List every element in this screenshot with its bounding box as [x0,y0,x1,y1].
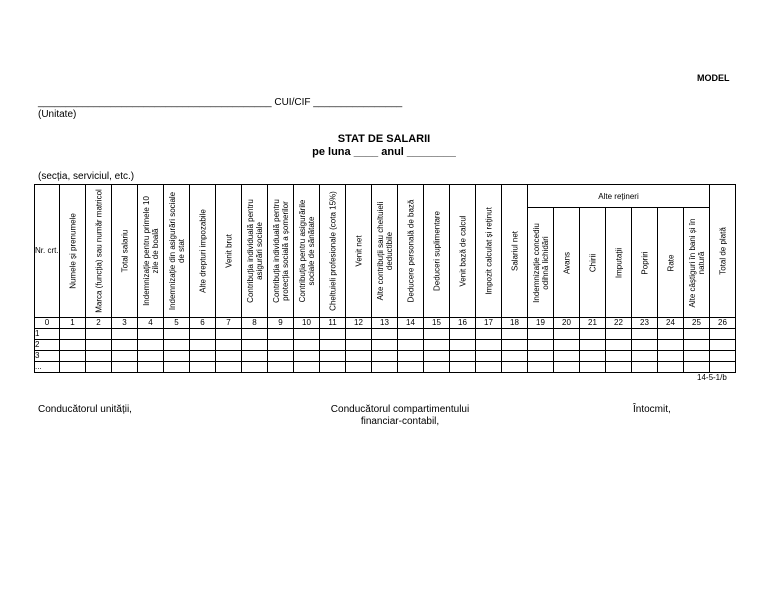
table-row [35,362,736,373]
table-cell [138,351,164,362]
col-header [372,185,398,318]
col-header-nr-crt: Nr. crt. [35,185,60,318]
column-number: 25 [684,318,710,329]
col-header [294,185,320,318]
table-cell [294,340,320,351]
sub-col-header [658,208,684,318]
col-header-label: Cheltuieli profesionale (cota 15%) [328,191,337,311]
column-number-row [35,318,736,329]
table-cell [554,351,580,362]
column-number: 8 [242,318,268,329]
table-cell [528,340,554,351]
column-number: 10 [294,318,320,329]
table-cell [476,351,502,362]
table-cell [450,362,476,373]
table-cell [450,340,476,351]
sub-col-header [554,208,580,318]
col-header [424,185,450,318]
table-cell [320,329,346,340]
column-number: 6 [190,318,216,329]
table-cell [138,362,164,373]
column-number: 21 [580,318,606,329]
column-number: 4 [138,318,164,329]
table-cell [86,362,112,373]
table-cell [346,340,372,351]
table-cell [632,329,658,340]
col-header-label: Marca (funcția) sau număr matricol [94,189,103,313]
signature-unit-head: Conducătorul unității, [38,404,132,415]
table-cell [684,351,710,362]
table-cell [658,351,684,362]
table-cell [710,351,736,362]
table-cell [450,329,476,340]
table-cell [372,351,398,362]
table-cell [216,329,242,340]
column-number: 23 [632,318,658,329]
col-header-label: Numele și prenumele [68,213,77,289]
table-cell [60,340,86,351]
col-header-label: Deduceri suplimentare [432,210,441,292]
col-header-label: Impozit calculat și reținut [484,207,493,295]
col-header-label: Alte drepturi impozabile [198,209,207,293]
col-header-label: Salariul net [510,230,519,272]
table-cell [86,351,112,362]
col-header-label: Indemnizație din asigurări sociale de stat [167,191,186,311]
col-header-label: Venit net [354,235,363,267]
table-cell [710,362,736,373]
table-cell [450,351,476,362]
signature-prepared-by: Întocmit, [633,404,671,415]
table-cell [502,362,528,373]
col-header-label: Indemnizație pentru primele 10 zile de boală [141,196,160,306]
table-cell [632,351,658,362]
column-number: 18 [502,318,528,329]
title-period: pe luna ____ anul ________ [312,146,456,158]
table-cell [216,340,242,351]
payroll-table [34,184,736,373]
column-number: 26 [710,318,736,329]
table-cell [398,351,424,362]
table-cell [216,362,242,373]
table-cell [346,351,372,362]
table-row [35,340,736,351]
table-cell [112,340,138,351]
sub-col-header [606,208,632,318]
unit-cui-line: __________________________________________ CUI/CIF ________________ [38,97,403,108]
column-number: 0 [35,318,60,329]
table-cell [684,340,710,351]
col-header-label: Total salariu [120,229,129,273]
col-header [268,185,294,318]
table-cell [424,340,450,351]
table-cell [268,362,294,373]
table-cell [372,329,398,340]
column-number: 1 [60,318,86,329]
title-main: STAT DE SALARII [337,133,431,145]
table-cell [658,329,684,340]
col-header [86,185,112,318]
table-cell [502,351,528,362]
table-cell [476,329,502,340]
table-cell [346,362,372,373]
unit-label: (Unitate) [38,109,77,120]
table-cell [112,351,138,362]
sub-col-header-label: Popriri [640,250,649,275]
column-number: 19 [528,318,554,329]
table-cell [164,329,190,340]
sub-col-header-label: Avans [562,251,571,274]
table-cell [580,340,606,351]
column-number: 17 [476,318,502,329]
table-cell [372,362,398,373]
column-number: 13 [372,318,398,329]
table-cell [528,329,554,340]
table-cell [60,329,86,340]
table-cell [528,351,554,362]
col-header [190,185,216,318]
sub-col-header-label: Imputații [614,247,623,278]
column-number: 3 [112,318,138,329]
table-cell [112,329,138,340]
table-cell [294,362,320,373]
row-label: 3 [35,351,60,362]
table-row [35,329,736,340]
sub-col-header-label: Rate [666,254,675,271]
sub-col-header-label: Indemnizație concediu odihnă lichidări [531,222,550,303]
column-number: 5 [164,318,190,329]
table-cell [632,362,658,373]
column-number: 7 [216,318,242,329]
table-cell [242,362,268,373]
table-cell [138,340,164,351]
table-cell [476,340,502,351]
table-cell [424,329,450,340]
table-cell [320,340,346,351]
col-header [242,185,268,318]
table-cell [164,362,190,373]
col-header [346,185,372,318]
table-cell [242,340,268,351]
table-cell [606,351,632,362]
column-number: 9 [268,318,294,329]
col-header [164,185,190,318]
table-cell [398,329,424,340]
col-header-label: Alte contribuții sau cheltuieli deductibile [375,201,394,301]
sub-col-header-label: Alte câștiguri în bani și în natură [687,218,706,307]
table-cell [554,362,580,373]
table-cell [190,329,216,340]
table-cell [684,362,710,373]
table-cell [164,351,190,362]
form-code: 14-5-1/b [697,373,727,382]
table-cell [60,362,86,373]
table-cell [528,362,554,373]
table-cell [658,340,684,351]
col-header-label: Venit brut [224,234,233,268]
column-number: 12 [346,318,372,329]
sub-col-header [632,208,658,318]
table-cell [372,340,398,351]
column-number: 16 [450,318,476,329]
column-number: 11 [320,318,346,329]
col-header-label: Venit bază de calcul [458,215,467,287]
model-label: MODEL [697,73,730,83]
row-label: 2 [35,340,60,351]
table-cell [346,329,372,340]
table-cell [294,329,320,340]
row-label: ... [35,362,60,373]
table-cell [502,340,528,351]
table-cell [554,329,580,340]
col-header [138,185,164,318]
column-number: 24 [658,318,684,329]
table-cell [658,362,684,373]
table-cell [164,340,190,351]
col-header-label: Contribuția individuală pentru protecția socială a șomerilor [271,199,290,303]
table-cell [476,362,502,373]
signature-finance-head: Conducătorul compartimentului financiar-contabil, [330,404,470,427]
sub-col-header-label: Chirii [588,253,597,272]
column-number: 15 [424,318,450,329]
table-cell [268,340,294,351]
col-header [398,185,424,318]
table-cell [424,351,450,362]
table-cell [216,351,242,362]
col-header [112,185,138,318]
table-cell [606,362,632,373]
table-cell [268,351,294,362]
table-cell [502,329,528,340]
document-title [0,133,768,159]
table-row [35,351,736,362]
table-cell [320,362,346,373]
group-header-alte-retineri: Alte rețineri [528,185,710,208]
table-cell [398,340,424,351]
sub-col-header [580,208,606,318]
table-cell [606,329,632,340]
table-cell [190,362,216,373]
col-header [216,185,242,318]
row-label: 1 [35,329,60,340]
table-cell [684,329,710,340]
col-header-label: Contribuția individuală pentru asigurări sociale [245,199,264,303]
table-cell [190,340,216,351]
table-cell [242,351,268,362]
sub-col-header [684,208,710,318]
table-cell [60,351,86,362]
table-cell [242,329,268,340]
table-cell [268,329,294,340]
header-row [35,185,736,208]
sub-col-header [528,208,554,318]
col-header [450,185,476,318]
col-header-label: Total de plată [718,227,727,275]
table-cell [580,362,606,373]
column-number: 22 [606,318,632,329]
table-cell [86,340,112,351]
table-cell [138,329,164,340]
table-cell [86,329,112,340]
column-number: 2 [86,318,112,329]
col-header [320,185,346,318]
table-cell [294,351,320,362]
table-cell [190,351,216,362]
table-cell [606,340,632,351]
col-header-total [710,185,736,318]
col-header-label: Contribuția pentru asigurările sociale de sănătate [297,199,316,303]
col-header-label: Deducere personală de bază [406,199,415,303]
table-cell [398,362,424,373]
table-cell [710,340,736,351]
col-header [476,185,502,318]
column-number: 20 [554,318,580,329]
col-header [60,185,86,318]
table-cell [320,351,346,362]
section-label: (secția, serviciul, etc.) [38,171,135,182]
table-cell [710,329,736,340]
table-cell [554,340,580,351]
col-header [502,185,528,318]
table-cell [424,362,450,373]
table-cell [580,351,606,362]
column-number: 14 [398,318,424,329]
table-cell [112,362,138,373]
table-cell [580,329,606,340]
table-cell [632,340,658,351]
